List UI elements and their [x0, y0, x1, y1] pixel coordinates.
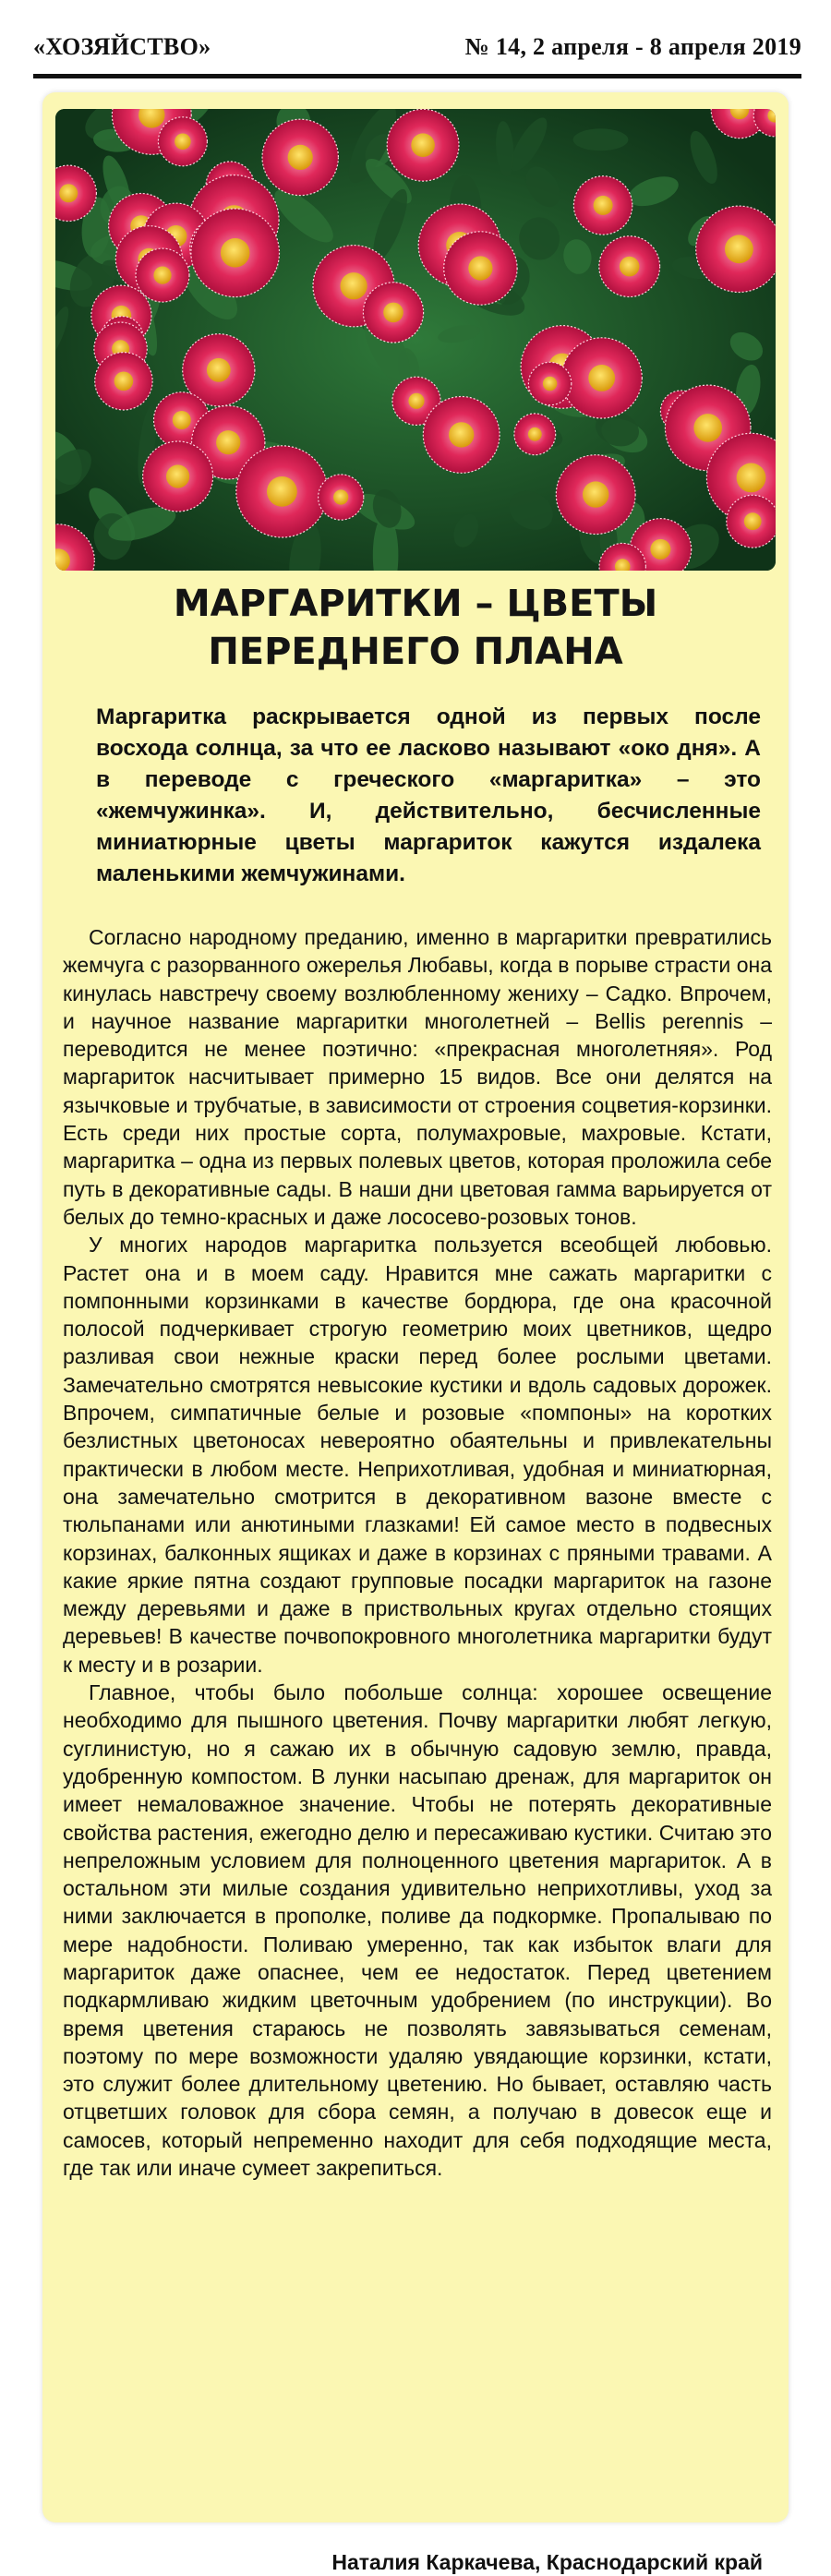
- daisy-flower: [573, 176, 632, 235]
- article-lead: Маргаритка раскрывается одной из первых после восхода солнца, за что ее ласково называют «око дня». А в переводе с греческого «маргаритка» – это «жемчужинка». И, действительно, бесчисленные миниатюрные цветы маргариток кажутся издалека маленькими жемчужинами.: [96, 704, 761, 886]
- article-card: [42, 92, 789, 2574]
- daisy-flower: [528, 362, 571, 404]
- daisy-flower: [387, 109, 459, 181]
- article-paragraph-2: У многих народов маргаритка пользуется всеобщей любовью. Растет она и в моем саду. Нравится мне сажать маргаритки с помпонными корзинками в качестве бордюра, где она красочной полосой подчеркивает строгую геометрию моих цветников, щедро разливая свои нежные краски перед более рослыми цветами. Замечательно смотрятся невысокие кустики и вдоль садовых дорожек. Впрочем, симпатичные белые и розовые «помпоны» на коротких безлистных цветоносах невероятно обаятельны и привлекательны практически в любом месте. Неприхотливая, удобная и миниатюрная, она замечательно смотрится в декоративном вазоне вместе с тюльпанами или анютиными глазками! Ей самое место в подвесных корзинах, балконных ящиках и даже в корзинах с пряными травами. А какие яркие пятна создают групповые посадки маргариток на газоне между деревьями и даже в приствольных кругах отдельно стоящих деревьев! В качестве почвопокровного многолетника маргаритки будут к месту и в розарии.: [63, 1233, 772, 1677]
- daisy-flower: [423, 397, 500, 474]
- article-paragraph-1: Согласно народному преданию, именно в маргаритки превратились жемчуга с разорванного ожерелья Любавы, когда в порыве страсти она кинулась навстречу своему возлюбленному жениху – Садко. Впрочем, и научное название маргаритки многолетней – Bellis perennis – переводится не менее поэтично: «прекрасная многолетняя». Род маргариток насчитывает примерно 15 видов. Все они делятся на язычковые и трубчатые, в зависимости от строения соцветия-корзинки. Есть среди них простые сорта, полумахровые, махровые. Кстати, маргаритка – одна из первых полевых цветов, которая проложила себе путь в декоративные сады. В наши дни цветовая гамма варьируется от белых до темно-красных и даже лососево-розовых тонов.: [63, 925, 772, 1229]
- article-body: [63, 923, 772, 2182]
- daisy-flower: [158, 117, 207, 166]
- issue-date: № 14, 2 апреля - 8 апреля 2019: [464, 33, 801, 60]
- article-paragraph-3: Главное, чтобы было побольше солнца: хорошее освещение необходимо для пышного цветения. Почву маргаритки любят легкую, суглинистую, но я сажаю их в обычную садовую землю, правда, удобренную компостом. В лунки насыпаю дренаж, для маргариток он имеет немаловажное значение. Чтобы не потерять декоративные свойства растения, ежегодно делю и пересаживаю кустики. Считаю это непреложным условием для полноценного цветения маргариток. А в остальном эти милые создания удивительно неприхотливы, уход за ними заключается в прополке, поливе да подкормке. Пропалываю по мере надобности. Поливаю умеренно, так как избыток влаги для маргариток даже опаснее, чем ее недостаток. Перед цветением подкармливаю жидким цветочным удобрением (по инструкции). Во время цветения стараюсь не позволять завязываться семенам, поэтому по мере возможности удаляю увядающие корзинки, кстати, это служит более длительному цветению. Но бывает, оставляю часть отцветших головок для сбора семян, а получаю в довесок еще и самосев, который непременно находит для себя подходящие места, где так или иначе сумеет закрепиться.: [63, 1680, 772, 2181]
- daisy-flower: [236, 446, 328, 537]
- daisy-flower: [444, 232, 517, 305]
- article-title-line-1: МАРГАРИТКИ – ЦВЕТЫ: [173, 583, 658, 625]
- article-byline: Наталия Каркачева, Краснодарский край: [331, 2550, 763, 2574]
- daisy-flower: [599, 236, 660, 297]
- leaf-shape: [573, 128, 629, 150]
- article-title-line-2: ПЕРЕДНЕГО ПЛАНА: [208, 631, 623, 673]
- daisy-flower: [556, 455, 635, 535]
- daisies-photo: [55, 109, 776, 571]
- daisy-flower: [136, 248, 189, 302]
- daisy-flower: [514, 414, 556, 455]
- newspaper-masthead: [33, 20, 801, 78]
- daisy-flower: [191, 209, 280, 297]
- daisy-flower: [319, 475, 364, 520]
- daisy-flower: [363, 283, 423, 343]
- daisy-flower: [143, 441, 213, 512]
- daisy-flower: [262, 119, 338, 195]
- daisy-flower: [95, 353, 152, 410]
- daisy-flower: [561, 338, 642, 418]
- article-title: [42, 580, 789, 676]
- publication-name: «ХОЗЯЙСТВО»: [33, 33, 211, 60]
